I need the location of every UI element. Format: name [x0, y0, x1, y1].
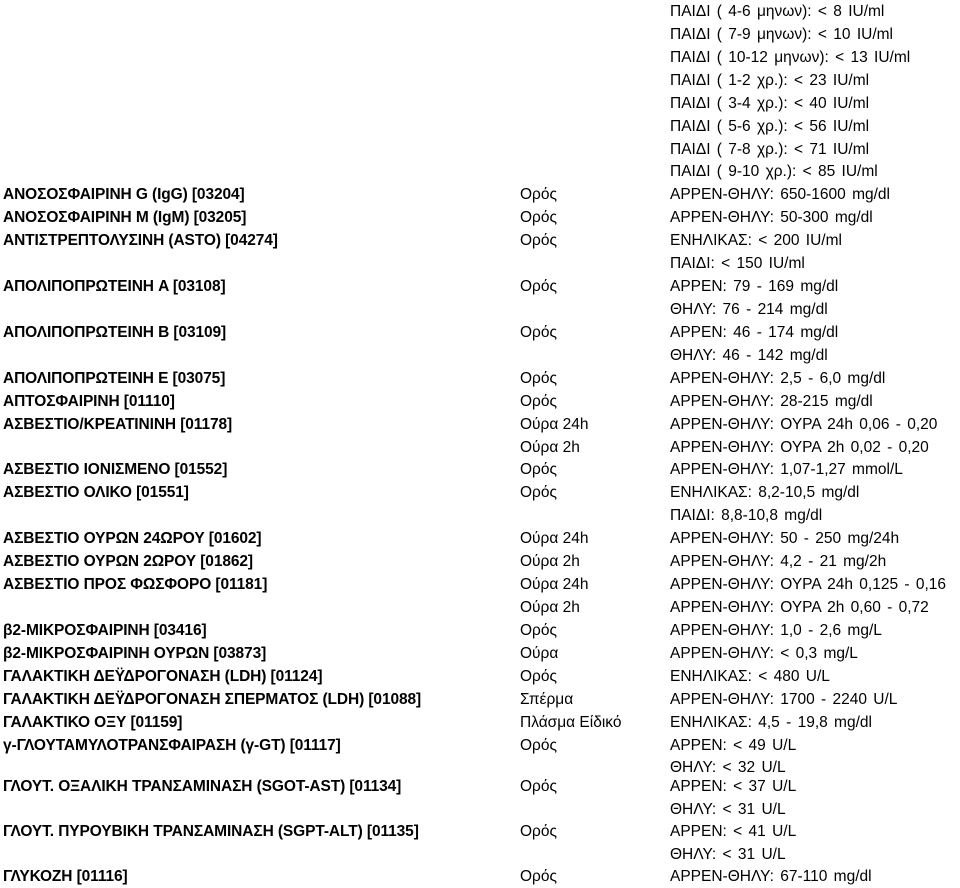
table-row — [0, 436, 960, 459]
test-name: ΑΝΤΙΣΤΡΕΠΤΟΛΥΣΙΝΗ (ASTO) [04274] — [3, 232, 278, 249]
table-row — [0, 711, 960, 734]
table-row — [0, 665, 960, 688]
reference-range: ΑΡΡΕΝ-ΘΗΛΥ: 1700 - 2240 U/L — [670, 691, 898, 708]
table-row — [0, 69, 960, 92]
test-name: ΑΣΒΕΣΤΙΟ ΟΛΙΚΟ [01551] — [3, 484, 189, 501]
table-row — [0, 321, 960, 344]
sample-type: Ορός — [520, 370, 557, 387]
table-row — [0, 275, 960, 298]
sample-type: Ορός — [520, 209, 557, 226]
table-row — [0, 23, 960, 46]
test-name: ΑΣΒΕΣΤΙΟ ΟΥΡΩΝ 2ΩΡΟΥ [01862] — [3, 553, 253, 570]
reference-range: ΕΝΗΛΙΚΑΣ: < 200 IU/ml — [670, 232, 842, 249]
test-name: ΑΠΟΛΙΠΟΠΡΩΤΕΙΝΗ A [03108] — [3, 278, 226, 295]
reference-range: ΑΡΡΕΝ-ΘΗΛΥ: < 0,3 mg/L — [670, 645, 858, 662]
test-name: ΑΠΤΟΣΦΑΙΡΙΝΗ [01110] — [3, 393, 175, 410]
table-row — [0, 481, 960, 504]
reference-range: ΠΑΙΔΙ ( 7-9 μηνων): < 10 IU/ml — [670, 26, 893, 43]
reference-range: ΑΡΡΕΝ-ΘΗΛΥ: ΟΥΡΑ 24h 0,06 - 0,20 — [670, 416, 938, 433]
test-name: ΑΠΟΛΙΠΟΠΡΩΤΕΙΝΗ E [03075] — [3, 370, 226, 387]
reference-range: ΑΡΡΕΝ: 79 - 169 mg/dl — [670, 278, 839, 295]
table-row — [0, 92, 960, 115]
test-name: ΑΣΒΕΣΤΙΟ ΟΥΡΩΝ 24ΩΡΟΥ [01602] — [3, 530, 262, 547]
table-row — [0, 138, 960, 161]
reference-range: ΠΑΙΔΙ ( 9-10 χρ.): < 85 IU/ml — [670, 163, 878, 180]
sample-type: Ούρα 2h — [520, 439, 580, 456]
table-row — [0, 504, 960, 527]
sample-type: Ούρα 24h — [520, 416, 589, 433]
sample-type: Ορός — [520, 737, 557, 754]
sample-type: Ορός — [520, 622, 557, 639]
sample-type: Ορός — [520, 186, 557, 203]
reference-range: ΕΝΗΛΙΚΑΣ: 4,5 - 19,8 mg/dl — [670, 714, 872, 731]
test-name: ΓΑΛΑΚΤΙΚΗ ΔΕΫΔΡΟΓΟΝΑΣΗ ΣΠΕΡΜΑΤΟΣ (LDH) [01088] — [3, 691, 422, 708]
reference-range: ΑΡΡΕΝ-ΘΗΛΥ: ΟΥΡΑ 2h 0,02 - 0,20 — [670, 439, 929, 456]
table-row — [0, 115, 960, 138]
sample-type: Σπέρμα — [520, 691, 574, 708]
reference-range: ΑΡΡΕΝ: < 49 U/L — [670, 737, 797, 754]
sample-type: Ορός — [520, 232, 557, 249]
test-name: ΑΣΒΕΣΤΙΟ ΙΟΝΙΣΜΕΝΟ [01552] — [3, 461, 228, 478]
sample-type: Πλάσμα Είδικό — [520, 714, 622, 731]
table-row — [0, 550, 960, 573]
reference-range: ΑΡΡΕΝ-ΘΗΛΥ: 650-1600 mg/dl — [670, 186, 890, 203]
sample-type: Ορός — [520, 484, 557, 501]
sample-type: Ορός — [520, 461, 557, 478]
reference-range: ΑΡΡΕΝ-ΘΗΛΥ: 2,5 - 6,0 mg/dl — [670, 370, 886, 387]
table-row — [0, 596, 960, 619]
reference-range: ΑΡΡΕΝ: < 37 U/L — [670, 778, 797, 795]
reference-range: ΠΑΙΔΙ: < 150 IU/ml — [670, 255, 805, 272]
table-row — [0, 527, 960, 550]
reference-range: ΠΑΙΔΙ ( 3-4 χρ.): < 40 IU/ml — [670, 95, 870, 112]
reference-range: ΑΡΡΕΝ-ΘΗΛΥ: 1,07-1,27 mmol/L — [670, 461, 903, 478]
reference-range: ΠΑΙΔΙ ( 7-8 χρ.): < 71 IU/ml — [670, 141, 870, 158]
reference-range: ΘΗΛΥ: 76 - 214 mg/dl — [670, 301, 828, 318]
table-row — [0, 298, 960, 321]
test-name: ΓΛΟΥΤ. ΟΞΑΛΙΚΗ ΤΡΑΝΣΑΜΙΝΑΣΗ (SGOT-AST) [01134] — [3, 778, 402, 795]
reference-range: ΘΗΛΥ: < 32 U/L — [670, 759, 786, 776]
reference-range: ΑΡΡΕΝ: 46 - 174 mg/dl — [670, 324, 839, 341]
sample-type: Ούρα 2h — [520, 553, 580, 570]
table-row — [0, 0, 960, 23]
sample-type: Ορός — [520, 324, 557, 341]
table-row — [0, 206, 960, 229]
table-row — [0, 458, 960, 481]
sample-type: Ορός — [520, 868, 557, 885]
test-name: ΓΑΛΑΚΤΙΚΟ ΟΞΥ [01159] — [3, 714, 183, 731]
sample-type: Ορός — [520, 823, 557, 840]
table-row — [0, 865, 960, 888]
reference-range: ΠΑΙΔΙ ( 10-12 μηνων): < 13 IU/ml — [670, 49, 911, 66]
table-row — [0, 183, 960, 206]
reference-range: ΕΝΗΛΙΚΑΣ: < 480 U/L — [670, 668, 830, 685]
test-name: ΓΛΟΥΤ. ΠΥΡΟΥΒΙΚΗ ΤΡΑΝΣΑΜΙΝΑΣΗ (SGPT-ALT) [01135] — [3, 823, 419, 840]
sample-type: Ούρα 2h — [520, 599, 580, 616]
table-row — [0, 688, 960, 711]
reference-range: ΠΑΙΔΙ ( 4-6 μηνων): < 8 IU/ml — [670, 3, 885, 20]
table-row — [0, 229, 960, 252]
reference-range: ΠΑΙΔΙ ( 5-6 χρ.): < 56 IU/ml — [670, 118, 870, 135]
reference-range: ΑΡΡΕΝ-ΘΗΛΥ: 1,0 - 2,6 mg/L — [670, 622, 882, 639]
reference-range: ΠΑΙΔΙ: 8,8-10,8 mg/dl — [670, 507, 823, 524]
test-name: ΑΣΒΕΣΤΙΟ/ΚΡΕΑΤΙΝΙΝΗ [01178] — [3, 416, 233, 433]
table-row — [0, 46, 960, 69]
table-row — [0, 390, 960, 413]
reference-range: ΑΡΡΕΝ-ΘΗΛΥ: 50 - 250 mg/24h — [670, 530, 900, 547]
test-name: ΑΝΟΣΟΣΦΑΙΡΙΝΗ M (IgM) [03205] — [3, 209, 247, 226]
test-name: ΓΑΛΑΚΤΙΚΗ ΔΕΫΔΡΟΓΟΝΑΣΗ (LDH) [01124] — [3, 668, 323, 685]
test-name: γ-ΓΛΟΥΤΑΜΥΛΟΤΡΑΝΣΦΑΙΡΑΣΗ (γ-GT) [01117] — [3, 737, 341, 754]
sample-type: Ορός — [520, 393, 557, 410]
test-name: ΑΠΟΛΙΠΟΠΡΩΤΕΙΝΗ B [03109] — [3, 324, 227, 341]
test-name: ΑΣΒΕΣΤΙΟ ΠΡΟΣ ΦΩΣΦΟΡΟ [01181] — [3, 576, 268, 593]
sample-type: Ορός — [520, 778, 557, 795]
sample-type: Ορός — [520, 668, 557, 685]
table-row — [0, 160, 960, 183]
table-row — [0, 820, 960, 843]
test-name: β2-ΜΙΚΡΟΣΦΑΙΡΙΝΗ ΟΥΡΩΝ [03873] — [3, 645, 267, 662]
reference-range: ΘΗΛΥ: < 31 U/L — [670, 801, 786, 818]
table-row — [0, 344, 960, 367]
reference-range: ΕΝΗΛΙΚΑΣ: 8,2-10,5 mg/dl — [670, 484, 860, 501]
test-name: ΑΝΟΣΟΣΦΑΙΡΙΝΗ G (IgG) [03204] — [3, 186, 245, 203]
reference-range: ΑΡΡΕΝ-ΘΗΛΥ: 50-300 mg/dl — [670, 209, 873, 226]
table-row — [0, 642, 960, 665]
table-row — [0, 573, 960, 596]
table-row — [0, 252, 960, 275]
table-row — [0, 775, 960, 798]
test-name: ΓΛΥΚΟΖΗ [01116] — [3, 868, 128, 885]
reference-range: ΑΡΡΕΝ-ΘΗΛΥ: ΟΥΡΑ 2h 0,60 - 0,72 — [670, 599, 929, 616]
test-name: β2-ΜΙΚΡΟΣΦΑΙΡΙΝΗ [03416] — [3, 622, 207, 639]
table-row — [0, 619, 960, 642]
sample-type: Ούρα 24h — [520, 576, 589, 593]
sample-type: Ούρα — [520, 645, 559, 662]
reference-range: ΑΡΡΕΝ-ΘΗΛΥ: 4,2 - 21 mg/2h — [670, 553, 887, 570]
table-row — [0, 843, 960, 866]
reference-range: ΘΗΛΥ: < 31 U/L — [670, 846, 786, 863]
reference-range: ΑΡΡΕΝ-ΘΗΛΥ: ΟΥΡΑ 24h 0,125 - 0,16 — [670, 576, 947, 593]
table-row — [0, 413, 960, 436]
table-row — [0, 734, 960, 757]
reference-range: ΠΑΙΔΙ ( 1-2 χρ.): < 23 IU/ml — [670, 72, 870, 89]
reference-range: ΘΗΛΥ: 46 - 142 mg/dl — [670, 347, 828, 364]
reference-range: ΑΡΡΕΝ-ΘΗΛΥ: 67-110 mg/dl — [670, 868, 872, 885]
reference-range: ΑΡΡΕΝ: < 41 U/L — [670, 823, 797, 840]
sample-type: Ορός — [520, 278, 557, 295]
table-row — [0, 798, 960, 821]
table-row — [0, 367, 960, 390]
sample-type: Ούρα 24h — [520, 530, 589, 547]
reference-range: ΑΡΡΕΝ-ΘΗΛΥ: 28-215 mg/dl — [670, 393, 873, 410]
